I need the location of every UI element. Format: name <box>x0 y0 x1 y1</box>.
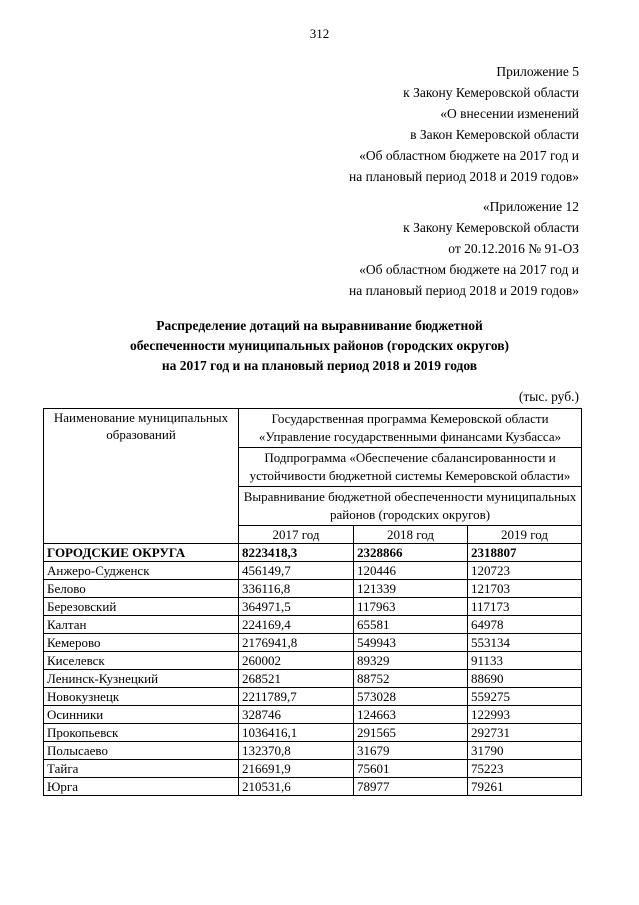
year-header-2019: 2019 год <box>468 526 582 544</box>
table-row <box>44 634 582 652</box>
municipality-name-cell: Ленинск-Кузнецкий <box>44 670 239 688</box>
value-2018-cell: 291565 <box>354 724 468 742</box>
table-row <box>44 688 582 706</box>
appendix-header-original <box>349 196 579 301</box>
value-2017-cell: 224169,4 <box>239 616 354 634</box>
page-number: 312 <box>309 26 330 41</box>
municipality-name-cell: Калтан <box>44 616 239 634</box>
municipality-name-cell: Новокузнецк <box>44 688 239 706</box>
value-2018-cell: 2328866 <box>354 544 468 562</box>
value-2019-cell: 91133 <box>468 652 582 670</box>
municipality-name-cell: Тайга <box>44 760 239 778</box>
municipality-name-cell: Березовский <box>44 598 239 616</box>
program-header: Государственная программа Кемеровской области «Управление государственными финансами Кузбасса» <box>239 409 582 448</box>
value-2017-cell: 260002 <box>239 652 354 670</box>
value-2019-cell: 553134 <box>468 634 582 652</box>
appendix-line: на плановый период 2018 и 2019 годов» <box>348 169 579 184</box>
value-2017-cell: 364971,5 <box>239 598 354 616</box>
value-2018-cell: 88752 <box>354 670 468 688</box>
municipality-name-cell: Белово <box>44 580 239 598</box>
value-2019-cell: 2318807 <box>468 544 582 562</box>
title-line: Распределение дотаций на выравнивание бюджетной <box>156 318 483 333</box>
value-2018-cell: 121339 <box>354 580 468 598</box>
value-2019-cell: 31790 <box>468 742 582 760</box>
municipality-name-cell: ГОРОДСКИЕ ОКРУГА <box>44 544 239 562</box>
table-row-total <box>44 544 582 562</box>
table-row <box>44 706 582 724</box>
value-2019-cell: 121703 <box>468 580 582 598</box>
municipality-name-cell: Юрга <box>44 778 239 796</box>
subsidy-table <box>43 408 582 796</box>
value-2018-cell: 120446 <box>354 562 468 580</box>
value-2018-cell: 89329 <box>354 652 468 670</box>
value-2019-cell: 88690 <box>468 670 582 688</box>
value-2017-cell: 2176941,8 <box>239 634 354 652</box>
value-2017-cell: 216691,9 <box>239 760 354 778</box>
table-row <box>44 724 582 742</box>
appendix-line: «Приложение 12 <box>482 199 579 214</box>
measure-header: Выравнивание бюджетной обеспеченности муниципальных районов (городских округов) <box>239 487 582 526</box>
value-2017-cell: 8223418,3 <box>239 544 354 562</box>
table-row <box>44 670 582 688</box>
municipality-name-cell: Осинники <box>44 706 239 724</box>
municipality-column-header: Наименование муниципальных образований <box>44 409 239 544</box>
value-2017-cell: 1036416,1 <box>239 724 354 742</box>
value-2017-cell: 132370,8 <box>239 742 354 760</box>
value-2018-cell: 573028 <box>354 688 468 706</box>
table-row <box>44 778 582 796</box>
appendix-line: в Закон Кемеровской области <box>410 127 579 142</box>
appendix-line: к Закону Кемеровской области <box>403 85 579 100</box>
value-2018-cell: 549943 <box>354 634 468 652</box>
appendix-line: «Об областном бюджете на 2017 год и <box>359 148 579 163</box>
municipality-name-cell: Анжеро-Судженск <box>44 562 239 580</box>
municipality-name-cell: Кемерово <box>44 634 239 652</box>
value-2019-cell: 120723 <box>468 562 582 580</box>
appendix-line: от 20.12.2016 № 91-ОЗ <box>448 241 579 256</box>
value-2018-cell: 65581 <box>354 616 468 634</box>
municipality-name-cell: Прокопьевск <box>44 724 239 742</box>
document-title <box>0 316 639 376</box>
appendix-line: «О внесении изменений <box>440 106 579 121</box>
value-2019-cell: 559275 <box>468 688 582 706</box>
table-row <box>44 598 582 616</box>
year-header-2018: 2018 год <box>354 526 468 544</box>
value-2018-cell: 124663 <box>354 706 468 724</box>
table-row <box>44 742 582 760</box>
appendix-header-amendment <box>349 61 579 187</box>
appendix-line: Приложение 5 <box>496 64 579 79</box>
value-2019-cell: 79261 <box>468 778 582 796</box>
value-2017-cell: 328746 <box>239 706 354 724</box>
value-2017-cell: 2211789,7 <box>239 688 354 706</box>
value-2017-cell: 456149,7 <box>239 562 354 580</box>
table-row <box>44 562 582 580</box>
appendix-line: к Закону Кемеровской области <box>403 220 579 235</box>
table-row <box>44 652 582 670</box>
table-row <box>44 580 582 598</box>
value-2019-cell: 75223 <box>468 760 582 778</box>
value-2017-cell: 210531,6 <box>239 778 354 796</box>
value-2018-cell: 78977 <box>354 778 468 796</box>
value-2019-cell: 117173 <box>468 598 582 616</box>
title-line: обеспеченности муниципальных районов (городских округов) <box>129 338 510 353</box>
table-row <box>44 760 582 778</box>
value-2019-cell: 64978 <box>468 616 582 634</box>
value-2019-cell: 122993 <box>468 706 582 724</box>
title-line: на 2017 год и на плановый период 2018 и 2019 годов <box>161 358 478 373</box>
subprogram-header: Подпрограмма «Обеспечение сбалансированности и устойчивости бюджетной системы Кемеровской области» <box>239 448 582 487</box>
unit-note: (тыс. руб.) <box>518 389 579 404</box>
municipality-name-cell: Полысаево <box>44 742 239 760</box>
appendix-line: «Об областном бюджете на 2017 год и <box>359 262 579 277</box>
year-header-2017: 2017 год <box>239 526 354 544</box>
appendix-line: на плановый период 2018 и 2019 годов» <box>348 283 579 298</box>
municipality-name-cell: Киселевск <box>44 652 239 670</box>
value-2018-cell: 117963 <box>354 598 468 616</box>
value-2018-cell: 31679 <box>354 742 468 760</box>
value-2017-cell: 268521 <box>239 670 354 688</box>
value-2018-cell: 75601 <box>354 760 468 778</box>
value-2019-cell: 292731 <box>468 724 582 742</box>
value-2017-cell: 336116,8 <box>239 580 354 598</box>
table-row <box>44 616 582 634</box>
